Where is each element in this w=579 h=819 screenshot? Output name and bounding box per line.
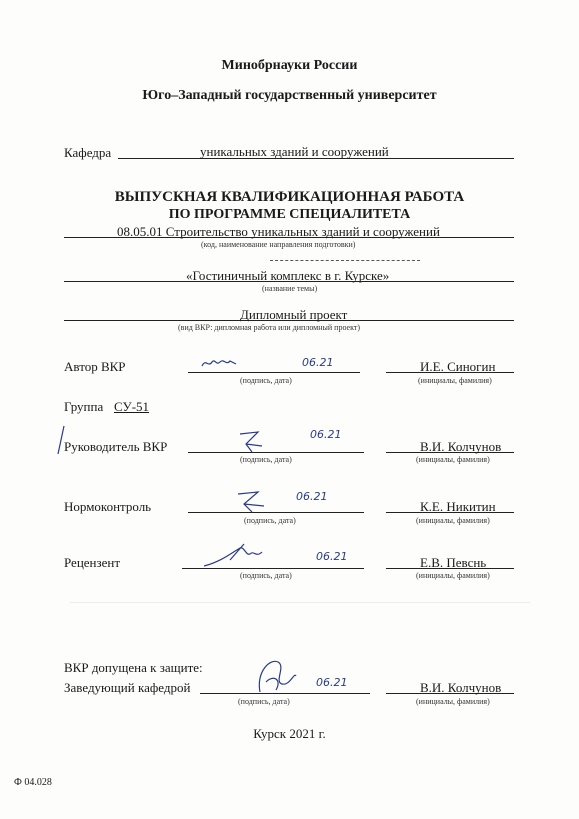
reviewer-role: Рецензент	[64, 555, 121, 570]
approval-date: 06.21	[316, 676, 348, 689]
normcontrol-date: 06.21	[296, 490, 328, 503]
topic-text: «Гостиничный комплекс в г. Курске»	[186, 268, 390, 283]
approval-signature	[252, 652, 300, 700]
reviewer-date: 06.21	[316, 550, 348, 563]
author-role: Автор ВКР	[64, 359, 126, 374]
scan-dash	[270, 260, 420, 261]
author-signature	[200, 352, 240, 374]
normcontrol-name: К.Е. Никитин	[420, 499, 496, 514]
topic-caption: (название темы)	[262, 284, 318, 293]
supervisor-role: Руководитель ВКР	[64, 439, 168, 454]
city-year: Курск 2021 г.	[253, 726, 326, 741]
approval-role: Заведующий кафедрой	[64, 680, 191, 695]
direction-text: 08.05.01 Строительство уникальных зданий и сооружений	[117, 224, 440, 239]
normcontrol-sign-caption: (подпись, дата)	[244, 516, 296, 525]
supervisor-signature	[232, 428, 276, 456]
reviewer-name-caption: (инициалы, фамилия)	[416, 571, 490, 580]
author-name-caption: (инициалы, фамилия)	[418, 376, 492, 385]
kind-line	[64, 320, 514, 321]
normcontrol-name-caption: (инициалы, фамилия)	[416, 516, 490, 525]
kind-text: Дипломный проект	[240, 307, 348, 322]
approval-name-caption: (инициалы, фамилия)	[416, 697, 490, 706]
normcontrol-signature	[232, 486, 276, 516]
margin-mark	[54, 424, 68, 458]
work-title: ВЫПУСКНАЯ КВАЛИФИКАЦИОННАЯ РАБОТА	[114, 189, 465, 205]
approval-heading: ВКР допущена к защите:	[64, 660, 203, 675]
normcontrol-role: Нормоконтроль	[64, 499, 152, 514]
reviewer-name: Е.В. Певснь	[420, 555, 487, 570]
group-label: Группа	[64, 399, 104, 414]
topic-line	[64, 281, 514, 282]
direction-line	[64, 237, 514, 238]
university-title: Юго–Западный государственный университет	[142, 88, 437, 103]
direction-caption: (код, наименование направления подготовки)	[201, 240, 356, 249]
kind-caption: (вид ВКР: дипломная работа или дипломный проект)	[178, 323, 361, 332]
reviewer-sign-caption: (подпись, дата)	[240, 571, 292, 580]
work-subtitle: ПО ПРОГРАММЕ СПЕЦИАЛИТЕТА	[168, 207, 411, 222]
department-value: уникальных зданий и сооружений	[200, 144, 389, 159]
group-value: СУ-51	[114, 399, 150, 414]
supervisor-sign-caption: (подпись, дата)	[240, 455, 292, 464]
approval-name: В.И. Колчунов	[420, 680, 502, 695]
scan-artifact	[70, 602, 530, 603]
supervisor-name: В.И. Колчунов	[420, 439, 502, 454]
ministry-title: Минобрнауки России	[221, 58, 358, 73]
author-date: 06.21	[302, 356, 334, 369]
department-label: Кафедра	[64, 145, 112, 160]
author-name: И.Е. Синогин	[420, 359, 496, 374]
supervisor-name-caption: (инициалы, фамилия)	[416, 455, 490, 464]
approval-sign-caption: (подпись, дата)	[238, 697, 290, 706]
normcontrol-sign-line	[188, 512, 364, 513]
form-code: Ф 04.028	[14, 777, 52, 788]
supervisor-date: 06.21	[310, 428, 342, 441]
author-sign-caption: (подпись, дата)	[240, 376, 292, 385]
supervisor-sign-line	[188, 452, 364, 453]
reviewer-signature	[200, 540, 270, 572]
